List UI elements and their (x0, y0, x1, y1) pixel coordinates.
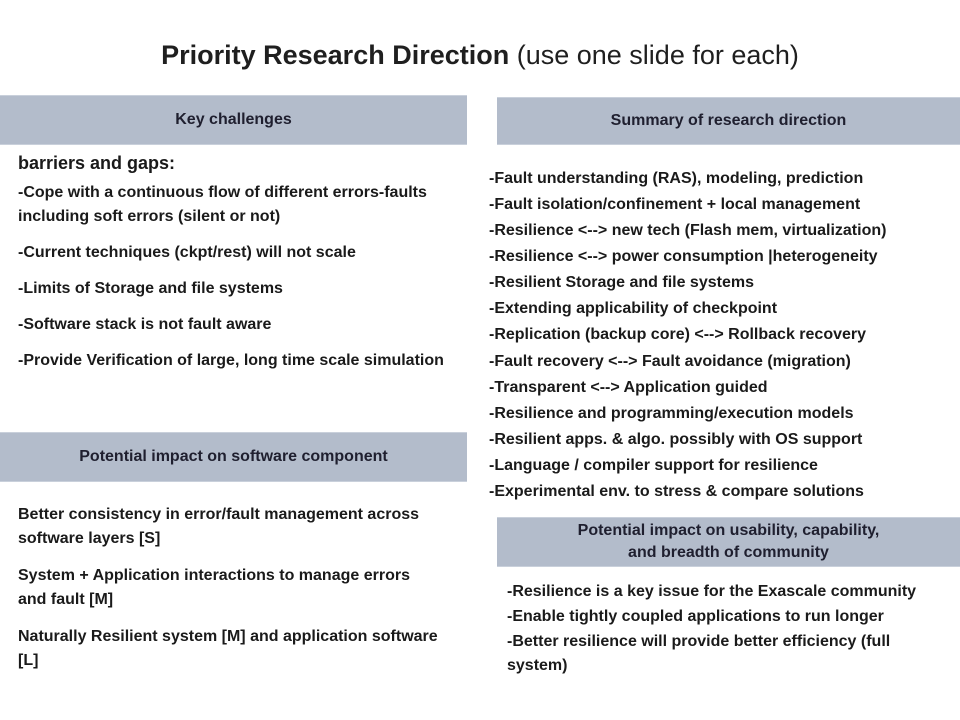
impact-usability-item: -Better resilience will provide better efficiency (full system) (507, 632, 891, 675)
summary-item: -Experimental env. to stress & compare solutions (489, 482, 864, 500)
impact-usability-header-line2: and breadth of community (628, 544, 829, 561)
slide-title-note: (use one slide for each) (509, 40, 799, 70)
summary-item: -Fault isolation/confinement + local management (489, 196, 861, 214)
impact-software-header (0, 432, 467, 482)
summary-item: -Language / compiler support for resilience (489, 456, 818, 474)
impact-software-item: System + Application interactions to manage errors and fault [M] (18, 567, 410, 608)
key-challenges-subhead: barriers and gaps: (18, 153, 176, 173)
summary-item: -Replication (backup core) <--> Rollback recovery (489, 326, 867, 344)
summary-item: -Resilient apps. & algo. possibly with OS support (489, 430, 863, 448)
summary-item: -Resilience <--> new tech (Flash mem, virtualization) (489, 222, 887, 240)
impact-usability-item: -Enable tightly coupled applications to run longer (507, 607, 884, 625)
summary-list (489, 166, 957, 505)
key-challenge-item: -Provide Verification of large, long time scale simulation (18, 352, 444, 369)
key-challenges-header-label: Key challenges (175, 111, 292, 129)
slide-title-main: Priority Research Direction (161, 40, 510, 70)
key-challenges-header (0, 95, 467, 145)
summary-item: -Resilience and programming/execution models (489, 404, 854, 422)
summary-item: -Transparent <--> Application guided (489, 378, 768, 396)
key-challenge-item: -Cope with a continuous flow of different errors-faults including soft errors (silent or not) (18, 184, 427, 225)
summary-item: -Resilient Storage and file systems (489, 274, 754, 292)
summary-item: -Fault recovery <--> Fault avoidance (migration) (489, 352, 851, 370)
slide-title (0, 40, 960, 71)
impact-usability-header-line1: Potential impact on usability, capability, (577, 522, 880, 540)
key-challenge-item: -Limits of Storage and file systems (18, 280, 283, 297)
impact-software-body (18, 503, 438, 686)
key-challenge-item: -Software stack is not fault aware (18, 316, 272, 333)
impact-usability-item: -Resilience is a key issue for the Exascale community (507, 583, 917, 600)
summary-item: -Extending applicability of checkpoint (489, 300, 778, 318)
impact-usability-body (507, 580, 947, 679)
summary-header-label: Summary of research direction (610, 112, 847, 130)
summary-header (497, 97, 960, 145)
impact-software-item: Naturally Resilient system [M] and application software [L] (18, 628, 438, 669)
summary-item: -Fault understanding (RAS), modeling, prediction (489, 170, 864, 187)
key-challenge-item: -Current techniques (ckpt/rest) will not scale (18, 244, 356, 261)
impact-software-item: Better consistency in error/fault management across software layers [S] (18, 506, 420, 547)
impact-usability-header (497, 517, 960, 567)
key-challenges-body (18, 150, 458, 385)
impact-software-header-label: Potential impact on software component (79, 448, 388, 466)
summary-item: -Resilience <--> power consumption |heterogeneity (489, 248, 878, 266)
